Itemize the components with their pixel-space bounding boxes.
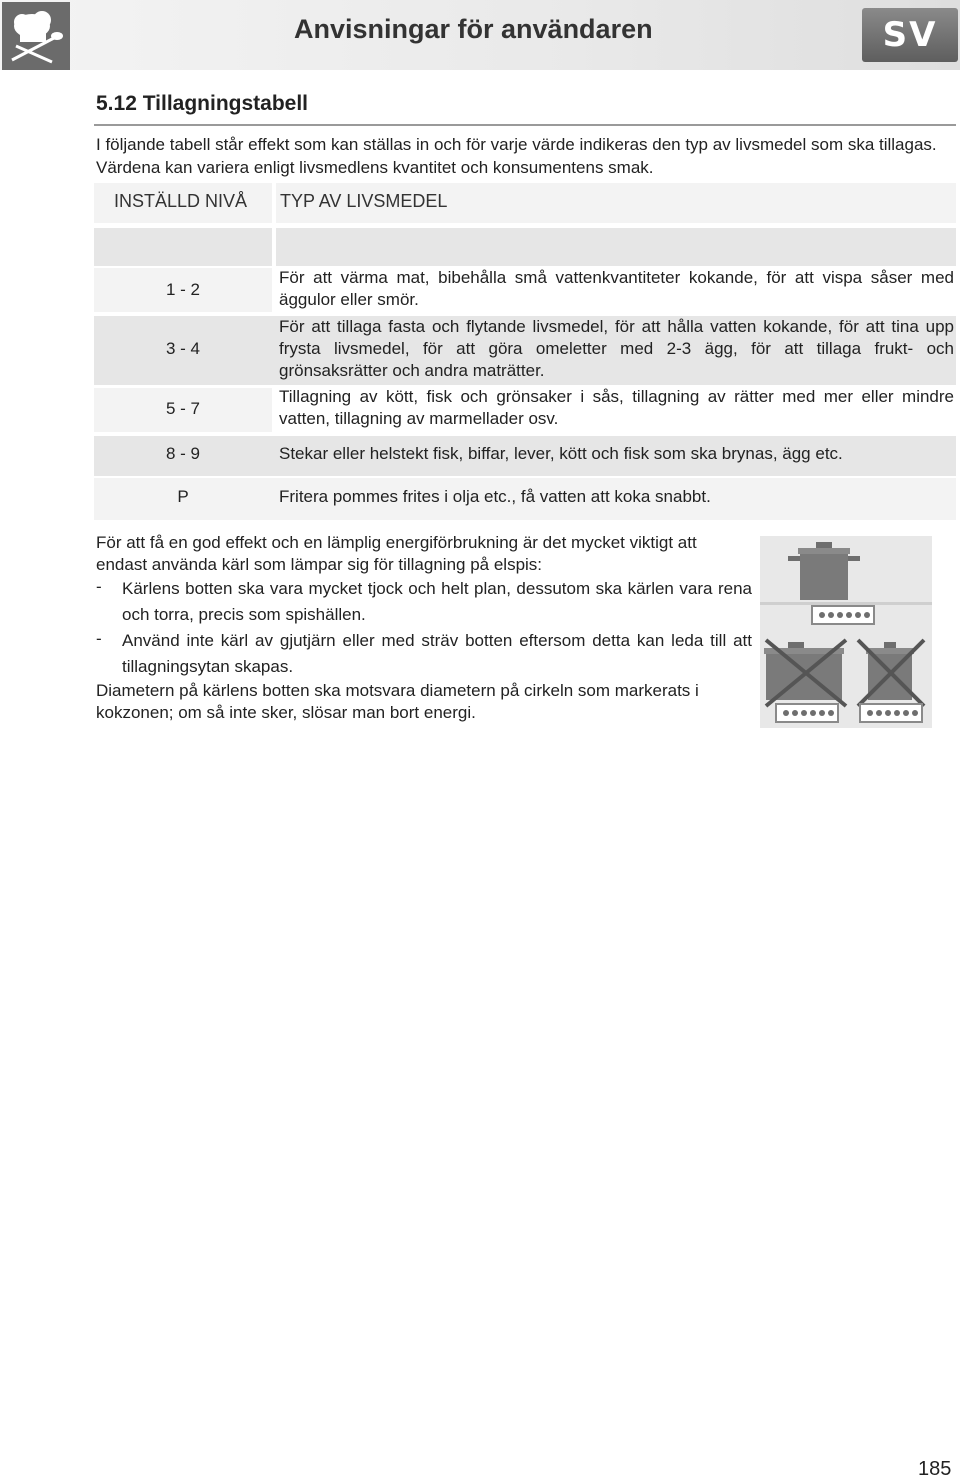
pot-size-illustration	[760, 536, 932, 728]
cookware-advice	[96, 532, 752, 724]
level-value: 1 - 2	[165, 280, 201, 299]
level-column-header: INSTÄLLD NIVÅ	[114, 191, 248, 211]
page-header-title: Anvisningar för användaren	[294, 14, 653, 44]
advice-bullet: Kärlens botten ska vara mycket tjock och helt plan, dessutom ska kärlen vara rena och torra, precis som spishällen.	[122, 579, 752, 624]
food-description: Fritera pommes frites i olja etc., få vatten att koka snabbt.	[279, 487, 711, 506]
intro-paragraph: I följande tabell står effekt som kan ställas in och för varje värde indikeras den typ av livsmedel som ska tillagas. Värdena kan variera enligt livsmedlens kvantitet och konsumentens smak.	[96, 135, 937, 177]
food-description: För att värma mat, bibehålla små vattenkvantiteter kokande, för att vispa såser med äggulor eller smör.	[279, 268, 954, 309]
oversized-pot-icon	[764, 640, 846, 722]
list-item	[96, 576, 752, 628]
section-heading: 5.12 Tillagningstabell	[96, 92, 309, 115]
level-value: 8 - 9	[165, 444, 201, 463]
bullet-marker: -	[96, 629, 102, 648]
language-badge: SV	[862, 8, 958, 62]
page-number: 185	[918, 1458, 952, 1480]
food-description: För att tillaga fasta och flytande livsmedel, för att hålla vatten kokande, för att tina upp frysta livsmedel, för att göra omeletter med 2-3 ägg, för att tillaga frukt- och grönsaksrätter och andra maträtter.	[279, 317, 954, 380]
list-item	[96, 628, 752, 680]
food-description: Tillagning av kött, fisk och grönsaker i sås, tillagning av rätter med mer eller mindre vatten, tillagning av marmellader osv.	[279, 387, 954, 428]
heading-rule	[94, 124, 956, 126]
advice-bullet: Använd inte kärl av gjutjärn eller med sträv botten eftersom detta kan leda till att tillagningsytan skapas.	[122, 631, 752, 676]
chef-logo-icon	[2, 2, 70, 70]
food-column-header: TYP AV LIVSMEDEL	[280, 191, 448, 211]
advice-intro: För att få en god effekt och en lämplig energiförbrukning är det mycket viktigt att endast använda kärl som lämpar sig för tillagning på elspis:	[96, 533, 697, 574]
spacer-cell-level	[94, 228, 272, 266]
spacer-cell-food	[276, 228, 956, 266]
level-value: 5 - 7	[165, 399, 201, 418]
level-value: 3 - 4	[165, 339, 201, 358]
food-description: Stekar eller helstekt fisk, biffar, lever, kött och fisk som ska brynas, ägg etc.	[279, 444, 843, 463]
bullet-marker: -	[96, 577, 102, 596]
level-value: P	[177, 487, 189, 506]
advice-closing: Diametern på kärlens botten ska motsvara diametern på cirkeln som markerats i kokzonen; om så inte sker, slösar man bort energi.	[96, 681, 699, 722]
